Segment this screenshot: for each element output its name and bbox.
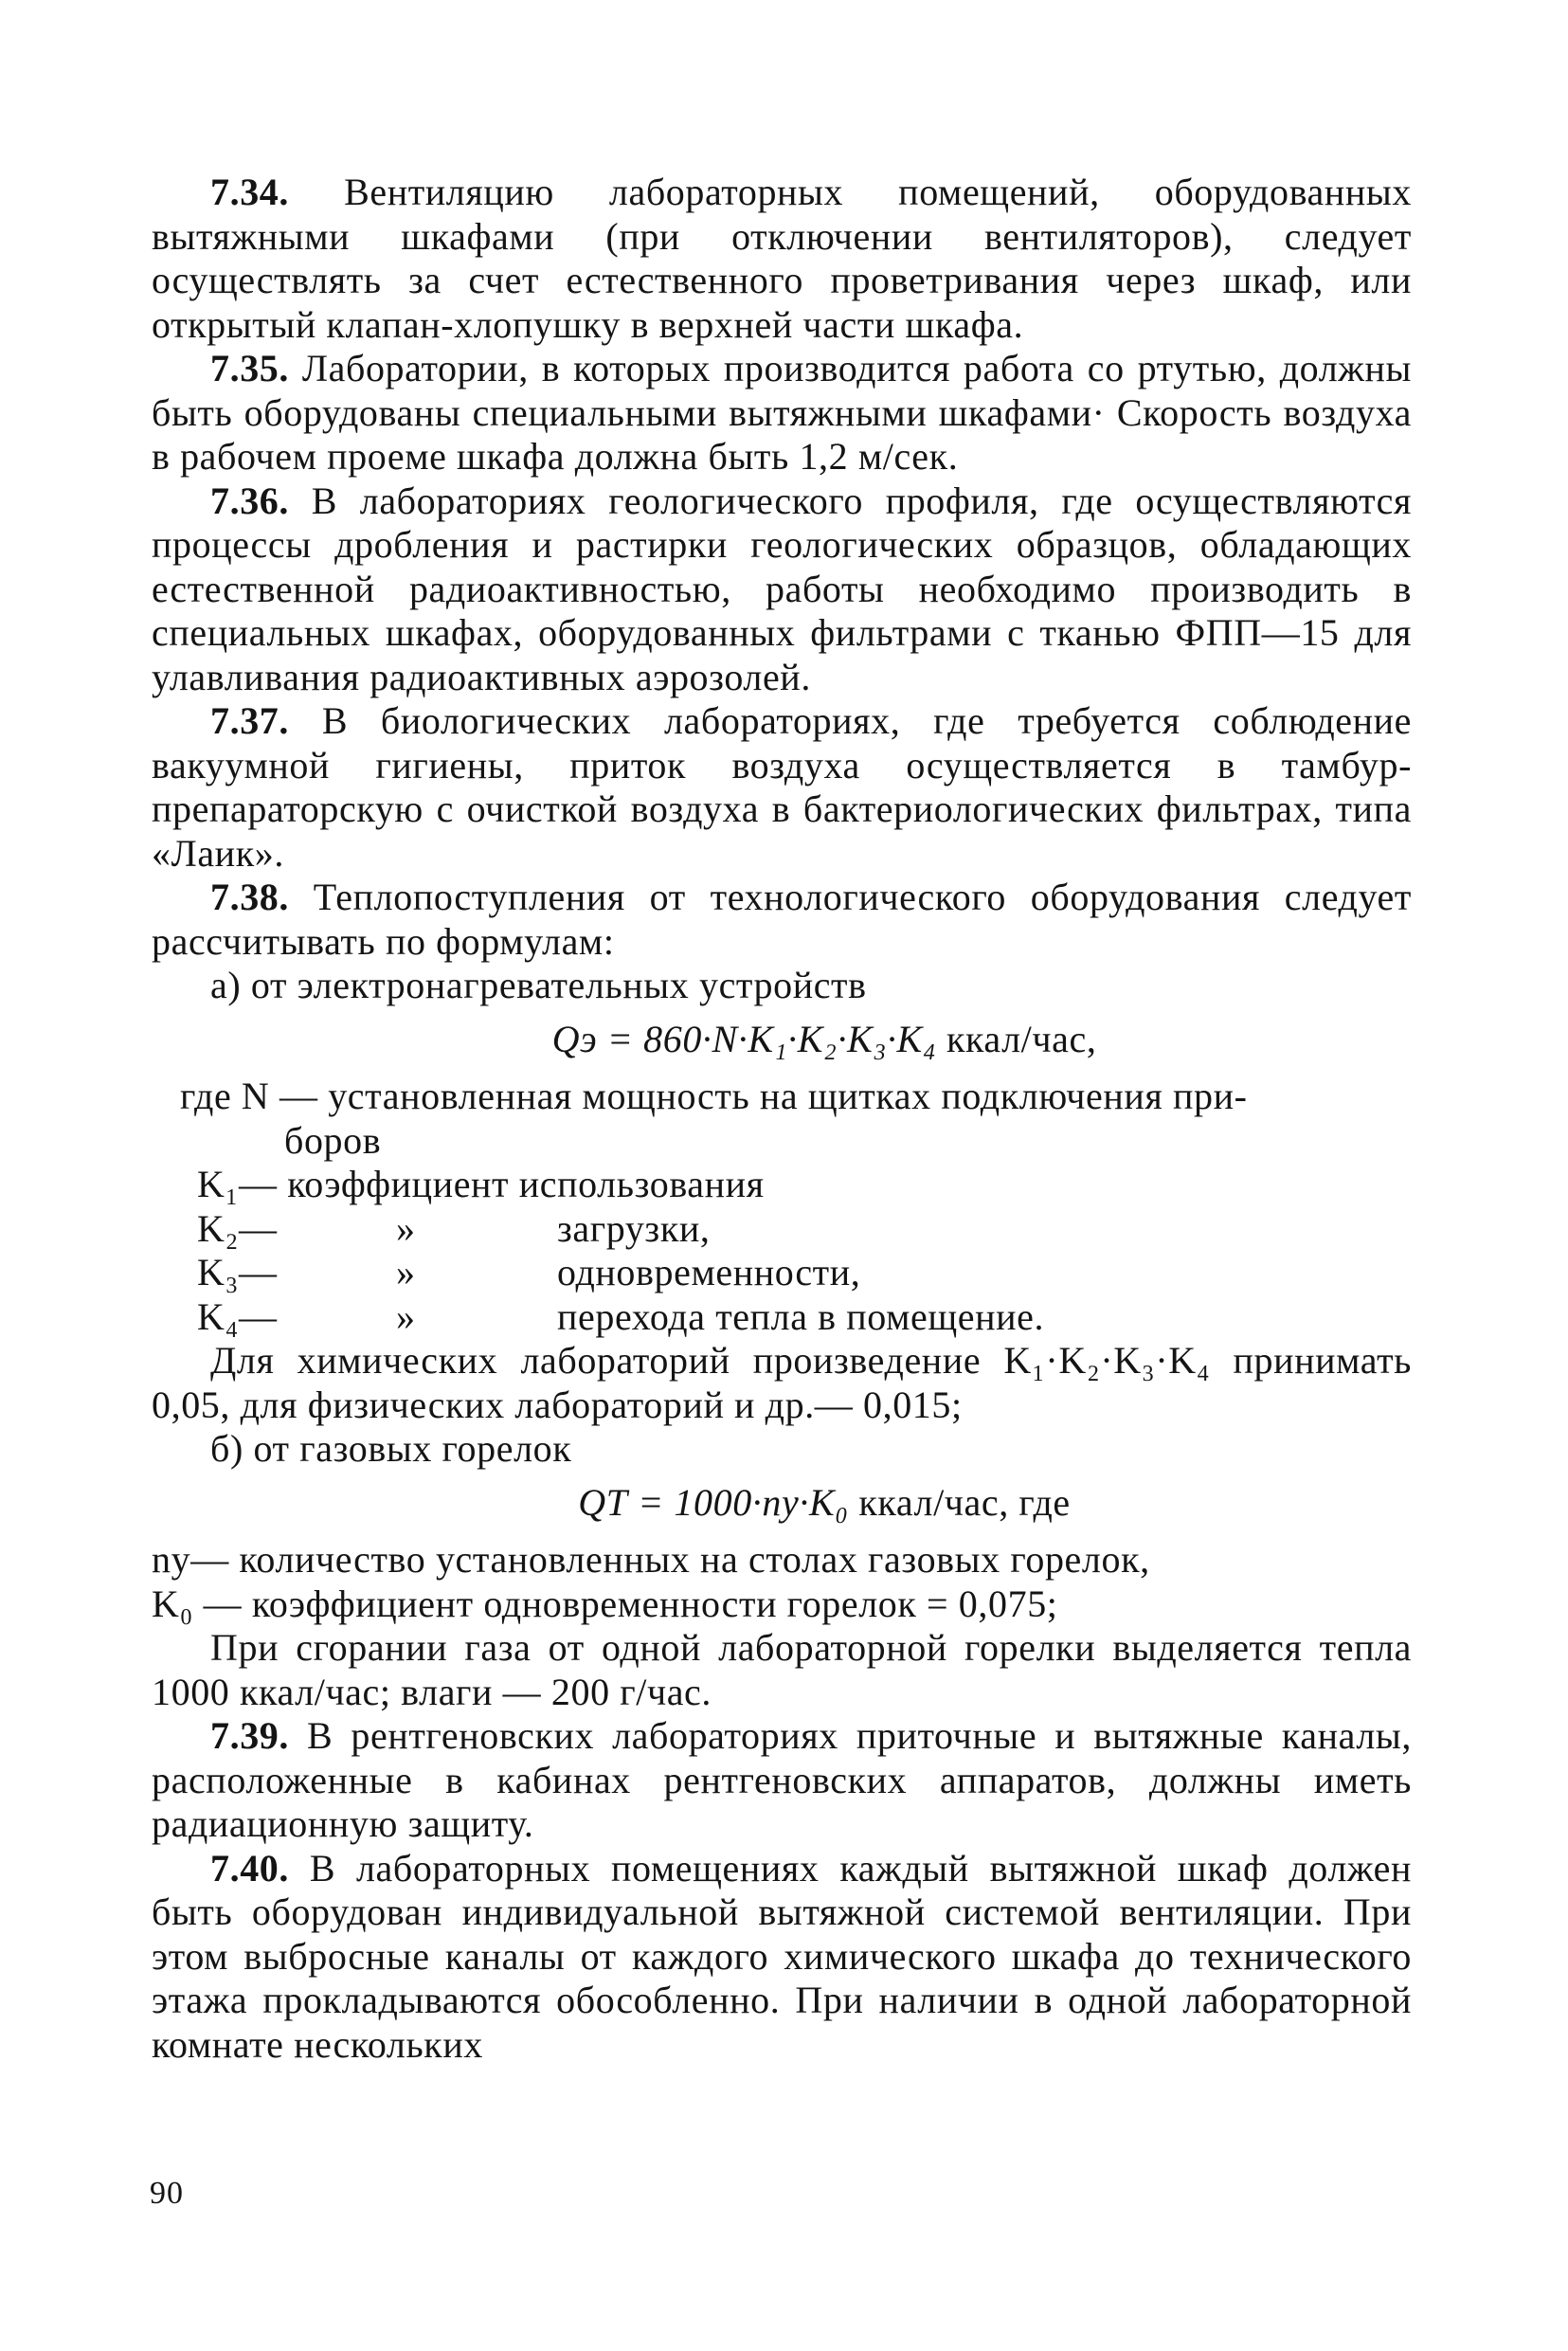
clause-text: В рентгеновских лабораториях приточные и вытяжные каналы, расположенные в кабинах рентгеновских аппаратов, должны иметь радиационную защиту.: [152, 1714, 1412, 1845]
clause-number: 7.35.: [210, 347, 289, 389]
item-a: а) от электронагревательных устройств: [210, 964, 867, 1006]
definition-symbol: K₃—: [197, 1251, 278, 1293]
gas-definition-ny: nу— количество установленных на столах газовых горелок,: [152, 1538, 1150, 1581]
paragraph-7-37: [152, 699, 1412, 876]
clause-text: В лабораторных помещениях каждый вытяжной шкаф должен быть оборудован индивидуальной вытяжной системой вентиляции. При этом выбросные каналы от каждого химического шкафа до технического этажа прокладываются обособленно. При наличии в одной лабораторной комнате нескольких: [152, 1846, 1412, 2066]
definition-symbol: K₂—: [197, 1206, 278, 1250]
formula-lhs: QT: [578, 1480, 628, 1524]
definition-ditto: »: [396, 1294, 416, 1338]
formula-gas: [152, 1481, 1412, 1526]
formula-unit: ккал/час,: [946, 1017, 1097, 1060]
clause-number: 7.40.: [210, 1846, 289, 1890]
clause-text: В лабораториях геологического профиля, где осуществляются процессы дробления и растирки геологических образцов, обладающих естественной радиоактивностью, работы необходимо производить в специальных шкафах, оборудованных фильтрами с тканью ФПП—15 для улавливания радиоактивных аэрозолей.: [152, 479, 1412, 698]
paragraph-7-35: [152, 347, 1412, 479]
clause-text: Теплопоступления от технологического оборудования следует рассчитывать по формулам:: [152, 876, 1412, 963]
clause-text: В биологических лабораториях, где требуется соблюдение вакуумной гигиены, приток воздуха осуществляется в тамбур-препараторскую с очисткой воздуха в бактериологических фильтрах, типа «Лаик».: [152, 699, 1412, 875]
definition-row: [152, 1163, 1412, 1207]
paragraph-7-38: [152, 876, 1412, 964]
item-b: б) от газовых горелок: [210, 1427, 572, 1470]
clause-number: 7.39.: [210, 1714, 289, 1757]
coefficient-definitions: [152, 1163, 1412, 1339]
clause-text: Лаборатории, в которых производится работа со ртутью, должны быть оборудованы специальными вытяжными шкафами· Скорость воздуха в рабочем проеме шкафа должна быть 1,2 м/сек.: [152, 347, 1412, 478]
gas-definition-k0: K₀ — коэффициент одновременности горелок = 0,075;: [152, 1582, 1058, 1625]
formula-electric: [152, 1018, 1412, 1062]
formula-lhs: Qэ: [551, 1017, 598, 1060]
page-body: [152, 171, 1412, 2067]
clause-number: 7.37.: [210, 699, 289, 742]
formula-expression: = 1000·nу·K₀: [638, 1480, 849, 1524]
definition-text: перехода тепла в помещение.: [557, 1294, 1045, 1338]
clause-number: 7.34.: [210, 171, 289, 213]
definition-symbol: K₁—: [197, 1163, 278, 1205]
formula-expression: = 860·N·K₁·K₂·K₃·K₄: [606, 1017, 937, 1060]
definition-row: [152, 1207, 1412, 1252]
definition-text: загрузки,: [557, 1206, 711, 1250]
definition-ditto: »: [396, 1206, 416, 1250]
clause-number: 7.36.: [210, 479, 289, 522]
clause-number: 7.38.: [210, 876, 289, 918]
gas-burner-note: При сгорании газа от одной лабораторной горелки выделяется тепла 1000 ккал/час; влаги — 200 г/час.: [152, 1626, 1412, 1713]
paragraph-7-39: [152, 1714, 1412, 1847]
where-n-continuation: боров: [284, 1118, 382, 1162]
definition-text: коэффициент использования: [287, 1163, 765, 1205]
definition-ditto: »: [396, 1251, 416, 1293]
definition-symbol: K₄—: [197, 1294, 278, 1338]
where-n-line: где N — установленная мощность на щитках подключения при-: [180, 1075, 1248, 1117]
paragraph-7-36: [152, 479, 1412, 700]
paragraph-7-40: [152, 1847, 1412, 2068]
clause-text: Вентиляцию лабораторных помещений, оборудованных вытяжными шкафами (при отключении вентиляторов), следует осуществлять за счет естественного проветривания через шкаф, или открытый клапан-хлопушку в верхней части шкафа.: [152, 171, 1412, 346]
definition-row: [152, 1295, 1412, 1340]
page-number: 90: [150, 2176, 184, 2211]
paragraph-7-34: [152, 171, 1412, 347]
formula-unit: ккал/час, где: [858, 1480, 1071, 1524]
definition-row: [152, 1251, 1412, 1295]
definition-text: одновременности,: [557, 1251, 861, 1293]
chemical-labs-note: Для химических лабораторий произведение K₁·K₂·K₃·K₄ принимать 0,05, для физических лабораторий и др.— 0,015;: [152, 1339, 1412, 1426]
